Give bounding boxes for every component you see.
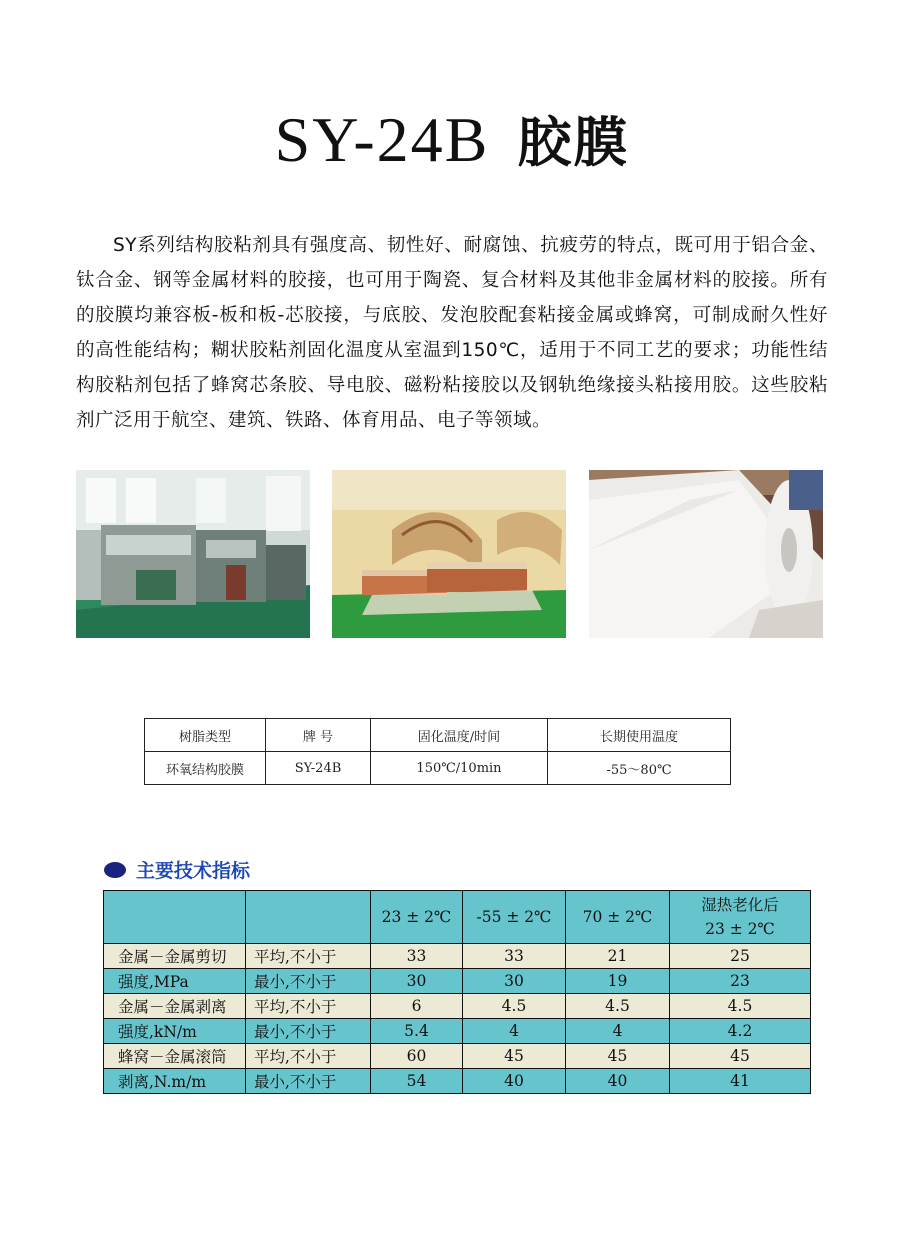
value-cell: 19	[566, 969, 670, 994]
value-cell: 40	[463, 1069, 566, 1094]
row-label: 金属－金属剥离	[104, 994, 246, 1019]
spec-header-row	[145, 719, 731, 752]
tech-header-cell: -55 ± 2℃	[463, 891, 566, 944]
factory-machine-photo	[76, 470, 310, 638]
value-cell: 4	[566, 1019, 670, 1044]
row-condition: 平均,不小于	[246, 994, 371, 1019]
spec-header-cell: 固化温度/时间	[371, 719, 548, 752]
value-cell: 4.5	[566, 994, 670, 1019]
value-cell: 30	[371, 969, 463, 994]
value-cell: 4	[463, 1019, 566, 1044]
row-condition: 平均,不小于	[246, 944, 371, 969]
spec-cell: 150℃/10min	[371, 752, 548, 785]
spec-header-cell: 牌 号	[266, 719, 371, 752]
value-cell: 60	[371, 1044, 463, 1069]
tech-header-cell	[670, 891, 811, 944]
bullet-dot-icon	[104, 862, 126, 878]
tech-header-row	[104, 891, 811, 944]
value-cell: 45	[670, 1044, 811, 1069]
row-label: 金属－金属剪切	[104, 944, 246, 969]
product-name: 胶膜	[517, 111, 630, 174]
value-cell: 33	[463, 944, 566, 969]
row-label: 强度,kN/m	[104, 1019, 246, 1044]
value-cell: 30	[463, 969, 566, 994]
spec-data-row	[145, 752, 731, 785]
value-cell: 5.4	[371, 1019, 463, 1044]
table-row	[104, 1069, 811, 1094]
row-condition: 最小,不小于	[246, 1069, 371, 1094]
value-cell: 54	[371, 1069, 463, 1094]
tech-header-line: 湿热老化后	[701, 896, 779, 914]
spec-cell: 环氧结构胶膜	[145, 752, 266, 785]
row-condition: 最小,不小于	[246, 1019, 371, 1044]
value-cell: 33	[371, 944, 463, 969]
value-cell: 41	[670, 1069, 811, 1094]
tech-header-cell: 70 ± 2℃	[566, 891, 670, 944]
value-cell: 25	[670, 944, 811, 969]
value-cell: 4.5	[670, 994, 811, 1019]
value-cell: 21	[566, 944, 670, 969]
value-cell: 4.2	[670, 1019, 811, 1044]
product-code: SY-24B	[274, 104, 490, 175]
value-cell: 45	[566, 1044, 670, 1069]
value-cell: 6	[371, 994, 463, 1019]
table-row	[104, 969, 811, 994]
tech-table	[103, 890, 811, 1094]
honeycomb-panel-photo	[332, 470, 566, 638]
spec-header-cell: 长期使用温度	[548, 719, 731, 752]
row-label: 蜂窝－金属滚筒	[104, 1044, 246, 1069]
value-cell: 23	[670, 969, 811, 994]
row-label: 强度,MPa	[104, 969, 246, 994]
table-row	[104, 944, 811, 969]
spec-table	[144, 718, 731, 785]
tech-header-blank	[246, 891, 371, 944]
row-condition: 平均,不小于	[246, 1044, 371, 1069]
tech-header-cell: 23 ± 2℃	[371, 891, 463, 944]
spec-header-cell: 树脂类型	[145, 719, 266, 752]
page-title	[0, 100, 904, 177]
tech-header-line: 23 ± 2℃	[705, 920, 775, 938]
table-row	[104, 1019, 811, 1044]
value-cell: 45	[463, 1044, 566, 1069]
adhesive-film-roll-photo	[589, 470, 823, 638]
row-condition: 最小,不小于	[246, 969, 371, 994]
intro-paragraph: SY系列结构胶粘剂具有强度高、韧性好、耐腐蚀、抗疲劳的特点，既可用于铝合金、钛合金、钢等金属材料的胶接，也可用于陶瓷、复合材料及其他非金属材料的胶接。所有的胶膜均兼容板-板和板-芯胶接，与底胶、发泡胶配套粘接金属或蜂窝，可制成耐久性好的高性能结构；糊状胶粘剂固化温度从室温到150℃，适用于不同工艺的要求；功能性结构胶粘剂包括了蜂窝芯条胶、导电胶、磁粉粘接胶以及钢轨绝缘接头粘接用胶。这些胶粘剂广泛用于航空、建筑、铁路、体育用品、电子等领域。	[76, 235, 828, 431]
tech-header-blank	[104, 891, 246, 944]
value-cell: 4.5	[463, 994, 566, 1019]
section-title: 主要技术指标	[136, 860, 251, 882]
row-label: 剥离,N.m/m	[104, 1069, 246, 1094]
value-cell: 40	[566, 1069, 670, 1094]
spec-cell: -55～80℃	[548, 752, 731, 785]
section-heading	[104, 856, 250, 883]
table-row	[104, 1044, 811, 1069]
spec-cell: SY-24B	[266, 752, 371, 785]
table-row	[104, 994, 811, 1019]
